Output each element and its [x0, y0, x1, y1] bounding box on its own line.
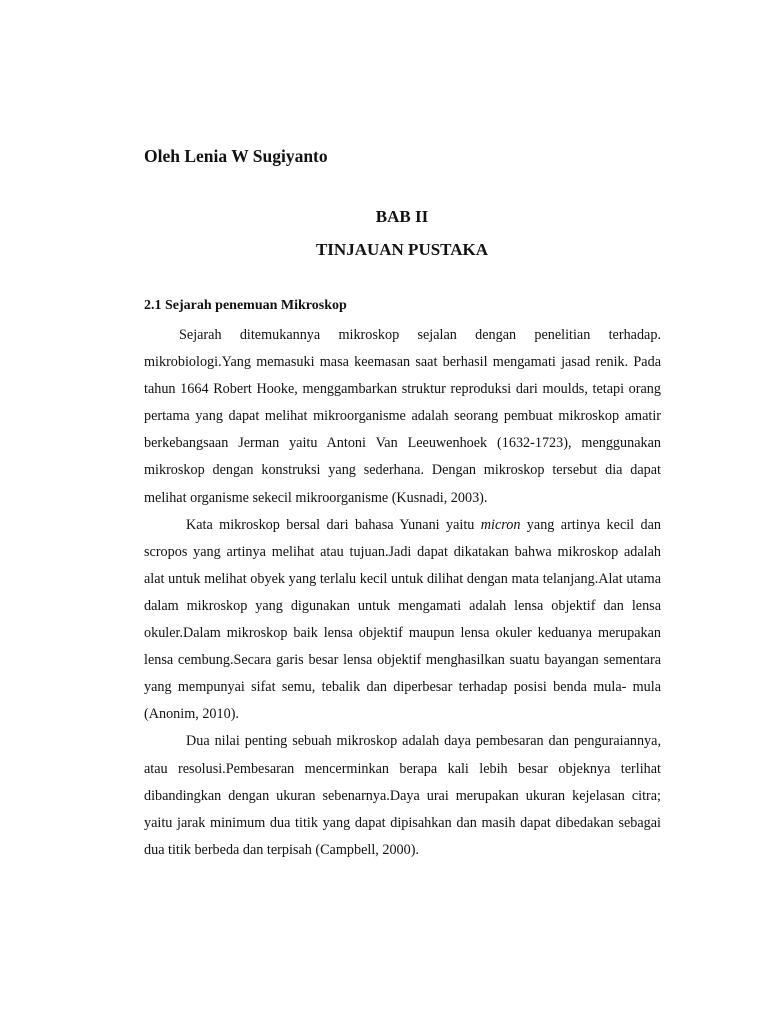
body-text	[144, 322, 661, 864]
italic-term-micron: micron	[480, 516, 521, 533]
paragraph-etymology-rest: yang artinya kecil dan scropos yang artinya melihat atau tujuan.Jadi dapat dikatakan bahwa mikroskop adalah alat untuk melihat obyek yang terlalu kecil untuk dilihat dengan mata telanjang.Alat utama dalam mikroskop yang digunakan untuk mengamati adalah lensa objektif dan lensa okuler.Dalam mikroskop baik lensa objektif maupun lensa okuler keduanya merupakan lensa cembung.Secara garis besar lensa objektif menghasilkan suatu bayangan sementara yang mempunyai sifat semu, tebalik dan diperbesar terhadap posisi benda mula- mula (Anonim, 2010).	[144, 516, 661, 723]
chapter-title: TINJAUAN PUSTAKA	[315, 240, 489, 259]
author-line: Oleh Lenia W Sugiyanto	[144, 146, 328, 166]
chapter-number: BAB II	[375, 207, 429, 226]
paragraph-history: Sejarah ditemukannya mikroskop sejalan dengan penelitian terhadap. mikrobiologi.Yang memasuki masa keemasan saat berhasil mengamati jasad renik. Pada tahun 1664 Robert Hooke, menggambarkan struktur reproduksi dari moulds, tetapi orang pertama yang dapat melihat mikroorganisme adalah seorang pembuat mikroskop amatir berkebangsaan Jerman yaitu Antoni Van Leeuwenhoek (1632-1723), menggunakan mikroskop dengan konstruksi yang sederhana. Dengan mikroskop tersebut dia dapat melihat organisme sekecil mikroorganisme (Kusnadi, 2003).	[144, 327, 661, 506]
section-heading: 2.1 Sejarah penemuan Mikroskop	[144, 298, 347, 313]
paragraph-etymology-start: Kata mikroskop bersal dari bahasa Yunani yaitu	[186, 516, 481, 533]
paragraph-etymology	[144, 512, 661, 729]
paragraph-magnification: Dua nilai penting sebuah mikroskop adalah daya pembesaran dan penguraiannya, atau resolusi.Pembesaran mencerminkan berapa kali lebih besar objeknya terlihat dibandingkan dengan ukuran sebenarnya.Daya urai merupakan ukuran kejelasan citra; yaitu jarak minimum dua titik yang dapat dipisahkan dan masih dapat dibedakan sebagai dua titik berbeda dan terpisah (Campbell, 2000).	[144, 733, 661, 858]
